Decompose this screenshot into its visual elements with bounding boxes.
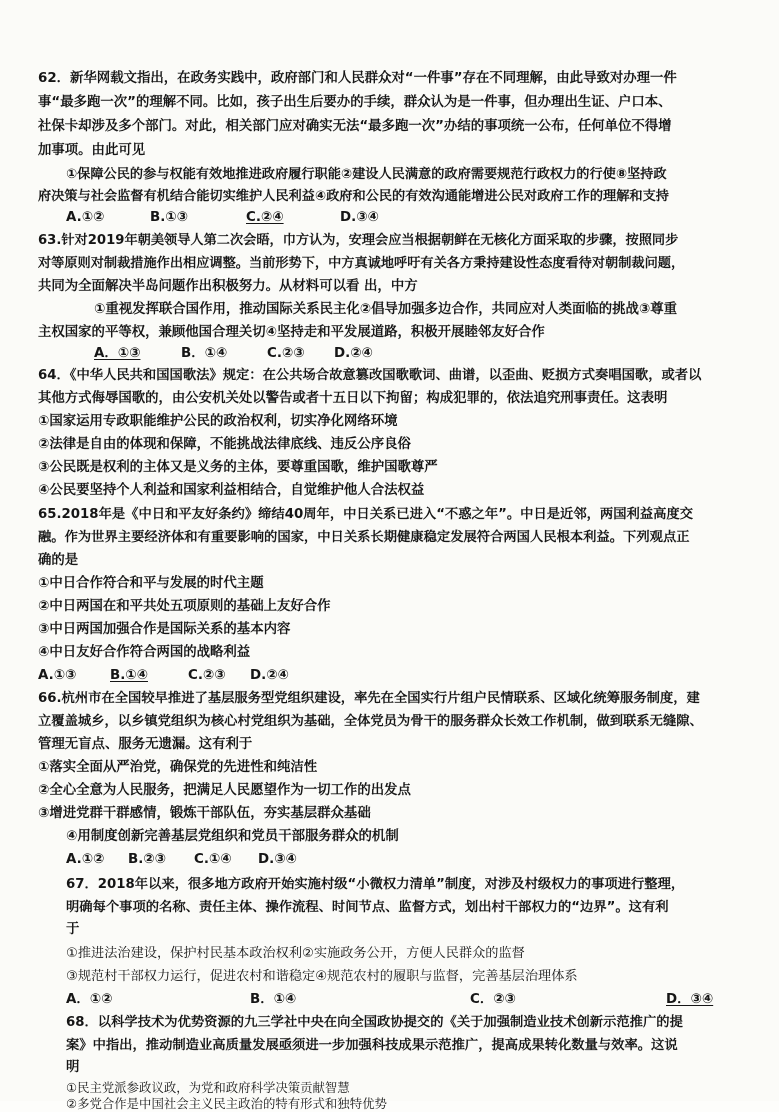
q63-option-a: A．①③ <box>94 346 141 361</box>
q66-option-a: A.①② <box>66 852 105 867</box>
q65-line-2: 融。作为世界主要经济体和有重要影响的国家，中日关系长期健康稳定发展符合两国人民根本利益。下列观点正 <box>38 530 690 545</box>
q63-options <box>94 346 384 362</box>
q68-statement-2: ②多党合作是中国社会主义民主政治的特有形式和独特优势 <box>66 1096 387 1111</box>
q65-statement-4: ④中日友好合作符合两国的战略利益 <box>38 645 251 660</box>
q66-statement-2: ②全心全意为人民服务，把满足人民愿望作为一切工作的出发点 <box>38 783 411 798</box>
q64-line-2: 其他方式侮辱国歌的，由公安机关处以警告或者十五日以下拘留；构成犯罪的，依法追究刑事责任。这表明 <box>38 391 668 406</box>
q64-statement-4: ④公民要坚持个人利益和国家利益相结合，自觉维护他人合法权益 <box>38 483 425 498</box>
q65-option-a: A.①③ <box>38 668 77 683</box>
q65-line-3: 确的是 <box>38 553 79 568</box>
q68-statement-1: ①民主党派参政议政，为党和政府科学决策贡献智慧 <box>66 1080 350 1095</box>
q65-statement-3: ③中日两国加强合作是国际关系的基本内容 <box>38 622 291 637</box>
q65-option-b: B.①④ <box>110 668 148 683</box>
q63-option-d: D.②④ <box>334 346 373 361</box>
q67-line-1: 67．2018年以来，很多地方政府开始实施村级“小微权力清单”制度，对涉及村级权力的事项进行整理， <box>66 877 685 892</box>
q68-line-2: 案》中指出，推动制造业高质量发展亟须进一步加强科技成果示范推广，提高成果转化数量与效率。这说 <box>66 1038 678 1053</box>
q67-options <box>66 992 726 1008</box>
q62-option-a: A.①② <box>66 210 105 225</box>
q65-option-c: C.②③ <box>188 668 226 683</box>
q66-line-3: 管理无盲点、服务无遗漏。这有利于 <box>38 737 253 752</box>
q65-line-1: 65.2018年是《中日和平友好条约》缔结40周年，中日关系已进入“不惑之年”。中日是近邻，两国利益高度交 <box>38 507 694 522</box>
q66-line-2: 立覆盖城乡，以乡镇党组织为核心村党组织为基础，全体党员为骨干的服务群众长效工作机制，做到联系无缝隙、 <box>38 714 703 729</box>
q68-line-3: 明 <box>66 1060 80 1075</box>
q67-statement-1: ①推进法治建设，保护村民基本政治权利②实施政务公开，方便人民群众的监督 <box>66 946 525 961</box>
q66-statement-4: ④用制度创新完善基层党组织和党员干部服务群众的机制 <box>66 829 399 844</box>
q65-option-d: D.②④ <box>250 668 289 683</box>
q64-statement-3: ③公民既是权利的主体又是义务的主体，要尊重国歌，维护国歌尊严 <box>38 460 438 475</box>
q62-line-4: 加事项。由此可见 <box>38 143 146 158</box>
q66-options <box>66 852 326 868</box>
q64-line-1: 64．《中华人民共和国国歌法》规定：在公共场合故意篡改国歌歌词、曲谱，以歪曲、贬损方式奏唱国歌，或者以 <box>38 368 702 383</box>
q66-option-d: D.③④ <box>258 852 297 867</box>
q63-line-2: 对等原则对制裁措施作出相应调整。当前形势下，中方真诚地呼吁有关各方秉持建设性态度看待对朝制裁问题， <box>38 256 685 271</box>
q63-line-1: 63.针对2019年朝美领导人第二次会晤，巾方认为，安理会应当根据朝鲜在无核化方面采取的步骤，按照同步 <box>38 233 679 248</box>
q63-statement-1: ①重视发挥联合国作用，推动国际关系民主化②倡导加强多边合作，共同应对人类面临的挑战③尊重 <box>94 302 678 317</box>
q62-line-3: 社保卡却涉及多个部门。对此，相关部门应对确实无法“最多跑一次”办结的事项统一公布，任何单位不得增 <box>38 119 672 134</box>
q63-statement-2: 主权国家的平等权，兼顾他国合理关切④坚持走和平发展道路，积极开展睦邻友好合作 <box>38 325 545 340</box>
q62-line-2: 事“最多跑一次”的理解不同。比如，孩子出生后要办的手续，群众认为是一件事，但办理出生证、户口本、 <box>38 95 672 110</box>
q62-options <box>66 210 379 226</box>
q63-line-3: 共同为全面解决半岛问题作出积极努力。从材料可以看 出，中方 <box>38 279 418 294</box>
q65-statement-1: ①中日合作符合和平与发展的时代主题 <box>38 576 264 591</box>
q63-option-b: B．①④ <box>181 346 228 361</box>
q62-line-1: 62．新华网载文指出，在政务实践中，政府部门和人民群众对“一件事”存在不同理解，由此导致对办理一件 <box>38 71 677 86</box>
q65-statement-2: ②中日两国在和平共处五项原则的基础上友好合作 <box>38 599 331 614</box>
q68-line-1: 68．以科学技术为优势资源的九三学社中央在向全国政协提交的《关于加强制造业技术创新示范推广的提 <box>66 1015 683 1030</box>
q62-statement-1: ①保障公民的参与权能有效地推进政府履行职能②建设人民满意的政府需要规范行政权力的行使⑧坚持政 <box>66 167 667 182</box>
q66-line-1: 66.杭州市在全国较早推进了基层服务型党组织建设，率先在全国实行片组户民情联系、区域化统筹服务制度，建 <box>38 691 700 706</box>
q62-option-c: C.②④ <box>246 210 284 225</box>
q67-line-3: 于 <box>66 922 80 937</box>
q62-statement-2: 府决策与社会监督有机结合能切实维护人民利益④政府和公民的有效沟通能增进公民对政府工作的理解和支持 <box>38 189 669 204</box>
q66-option-c: C.①④ <box>194 852 232 867</box>
q64-statement-2: ②法律是自由的体现和保障，不能挑战法律底线、违反公序良俗 <box>38 437 411 452</box>
q67-line-2: 明确每个事项的名称、责任主体、操作流程、时间节点、监督方式，划出村干部权力的“边界”。这有利 <box>66 900 669 915</box>
q67-option-b: B．①④ <box>250 992 297 1007</box>
q63-option-c: C.②③ <box>267 346 305 361</box>
q66-option-b: B.②③ <box>128 852 166 867</box>
q65-options <box>38 668 318 684</box>
q62-option-b: B.①③ <box>150 210 188 225</box>
q66-statement-1: ①落实全面从严治党，确保党的先进性和纯洁性 <box>38 760 318 775</box>
q67-option-d: D．③④ <box>666 992 714 1007</box>
q64-statement-1: ①国家运用专政职能维护公民的政治权利，切实净化网络环境 <box>38 414 398 429</box>
q67-option-c: C．②③ <box>470 992 516 1007</box>
q67-statement-2: ③规范村干部权力运行，促进农村和谐稳定④规范农村的履职与监督，完善基层治理体系 <box>66 969 578 984</box>
q66-statement-3: ③增进党群干群感情，锻炼干部队伍，夯实基层群众基础 <box>38 806 371 821</box>
q62-option-d: D.③④ <box>340 210 379 225</box>
q67-option-a: A．①② <box>66 992 113 1007</box>
